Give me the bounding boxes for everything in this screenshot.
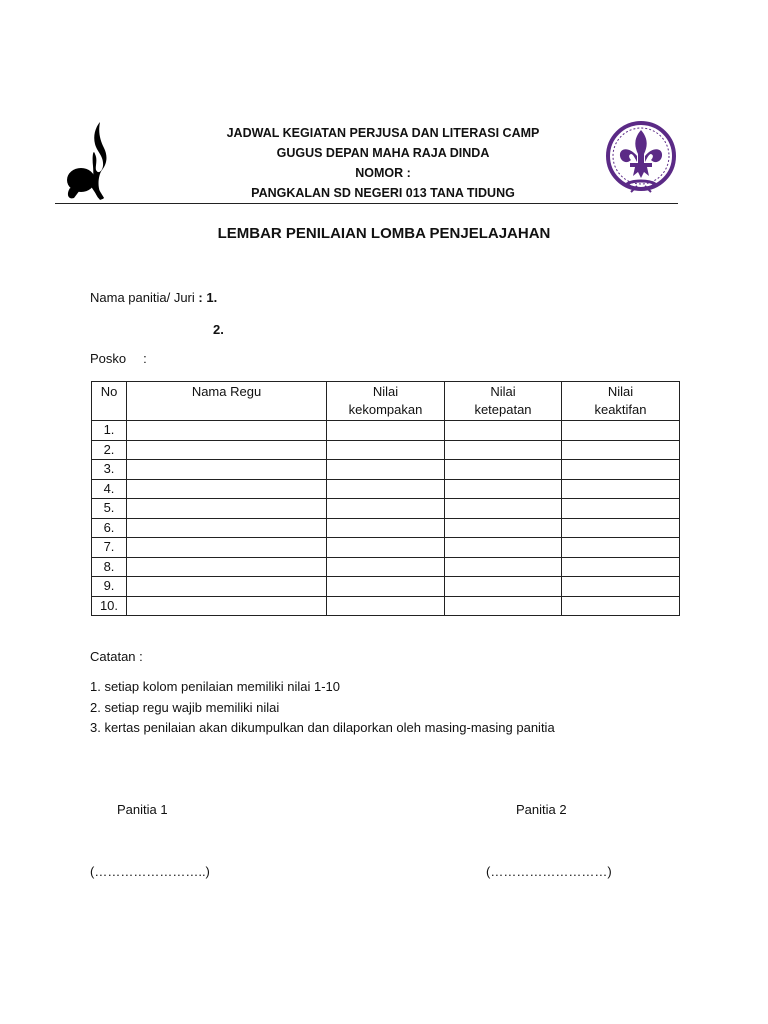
document-header (150, 123, 616, 203)
table-row (92, 460, 680, 480)
kekompakan-cell[interactable] (327, 421, 445, 441)
score-table (91, 381, 680, 616)
keaktifan-cell[interactable] (562, 479, 680, 499)
table-row (92, 577, 680, 597)
keaktifan-cell[interactable] (562, 577, 680, 597)
header-text: Nilai (607, 384, 634, 399)
table-row (92, 421, 680, 441)
notes-label: Catatan : (90, 649, 143, 664)
header-nilai-keaktifan (562, 382, 680, 421)
header-no: No (92, 382, 127, 421)
signature-blank-2: (………………………) (486, 864, 612, 879)
keaktifan-cell[interactable] (562, 421, 680, 441)
table-row (92, 440, 680, 460)
keaktifan-cell[interactable] (562, 538, 680, 558)
ketepatan-cell[interactable] (445, 596, 562, 616)
panitia-2-label: Panitia 2 (516, 802, 567, 817)
ketepatan-cell[interactable] (445, 499, 562, 519)
header-text: kekompakan (348, 402, 423, 417)
regu-cell[interactable] (127, 557, 327, 577)
notes-list (90, 677, 555, 739)
header-line-1: JADWAL KEGIATAN PERJUSA DAN LITERASI CAMP (226, 126, 540, 140)
regu-cell[interactable] (127, 460, 327, 480)
scout-fleur-de-lis-emblem-icon (603, 118, 679, 200)
table-row (92, 596, 680, 616)
regu-cell[interactable] (127, 596, 327, 616)
header-nama-regu: Nama Regu (127, 382, 327, 421)
kekompakan-cell[interactable] (327, 577, 445, 597)
row-number: 8. (92, 557, 127, 577)
ketepatan-cell[interactable] (445, 538, 562, 558)
juri-label: Nama panitia/ Juri (90, 290, 195, 305)
note-item: 3. kertas penilaian akan dikumpulkan dan dilaporkan oleh masing-masing panitia (90, 720, 555, 735)
row-number: 3. (92, 460, 127, 480)
row-number: 7. (92, 538, 127, 558)
header-text: Nilai (372, 384, 399, 399)
posko-label: Posko (90, 351, 127, 366)
posko-separator: : (143, 351, 147, 366)
header-line-4: PANGKALAN SD NEGERI 013 TANA TIDUNG (251, 186, 515, 200)
kekompakan-cell[interactable] (327, 538, 445, 558)
kekompakan-cell[interactable] (327, 518, 445, 538)
row-number: 5. (92, 499, 127, 519)
table-row (92, 557, 680, 577)
header-text: ketepatan (474, 402, 532, 417)
table-row (92, 538, 680, 558)
regu-cell[interactable] (127, 538, 327, 558)
header-nilai-ketepatan (445, 382, 562, 421)
posko-line (90, 351, 147, 366)
regu-cell[interactable] (127, 577, 327, 597)
ketepatan-cell[interactable] (445, 440, 562, 460)
ketepatan-cell[interactable] (445, 479, 562, 499)
header-text: Nilai (490, 384, 516, 399)
tunas-kelapa-emblem-icon (62, 118, 114, 204)
kekompakan-cell[interactable] (327, 596, 445, 616)
keaktifan-cell[interactable] (562, 460, 680, 480)
table-row (92, 518, 680, 538)
header-line-2: GUGUS DEPAN MAHA RAJA DINDA (276, 146, 490, 160)
regu-cell[interactable] (127, 499, 327, 519)
kekompakan-cell[interactable] (327, 460, 445, 480)
row-number: 2. (92, 440, 127, 460)
regu-cell[interactable] (127, 479, 327, 499)
keaktifan-cell[interactable] (562, 557, 680, 577)
row-number: 10. (92, 596, 127, 616)
ketepatan-cell[interactable] (445, 577, 562, 597)
ketepatan-cell[interactable] (445, 518, 562, 538)
table-header-row (92, 382, 680, 421)
header-line-3: NOMOR : (355, 166, 411, 180)
signature-blank-1: (……………………..) (90, 864, 210, 879)
header-divider (55, 203, 678, 204)
keaktifan-cell[interactable] (562, 518, 680, 538)
keaktifan-cell[interactable] (562, 440, 680, 460)
panitia-1-label: Panitia 1 (117, 802, 168, 817)
header-text: keaktifan (594, 402, 647, 417)
ketepatan-cell[interactable] (445, 421, 562, 441)
juri-line-1 (90, 290, 217, 305)
table-row (92, 479, 680, 499)
kekompakan-cell[interactable] (327, 499, 445, 519)
juri-number-1: 1. (206, 290, 218, 305)
kekompakan-cell[interactable] (327, 479, 445, 499)
regu-cell[interactable] (127, 440, 327, 460)
row-number: 6. (92, 518, 127, 538)
row-number: 4. (92, 479, 127, 499)
juri-separator: : (194, 290, 207, 305)
regu-cell[interactable] (127, 421, 327, 441)
note-item: 1. setiap kolom penilaian memiliki nilai 1-10 (90, 679, 341, 694)
sheet-title: LEMBAR PENILAIAN LOMBA PENJELAJAHAN (217, 225, 551, 242)
table-row (92, 499, 680, 519)
row-number: 9. (92, 577, 127, 597)
kekompakan-cell[interactable] (327, 557, 445, 577)
ketepatan-cell[interactable] (445, 557, 562, 577)
note-item: 2. setiap regu wajib memiliki nilai (90, 699, 280, 715)
row-number: 1. (92, 421, 127, 441)
juri-number-2: 2. (213, 322, 224, 337)
regu-cell[interactable] (127, 518, 327, 538)
keaktifan-cell[interactable] (562, 499, 680, 519)
kekompakan-cell[interactable] (327, 440, 445, 460)
header-nilai-kekompakan (327, 382, 445, 421)
ketepatan-cell[interactable] (445, 460, 562, 480)
keaktifan-cell[interactable] (562, 596, 680, 616)
